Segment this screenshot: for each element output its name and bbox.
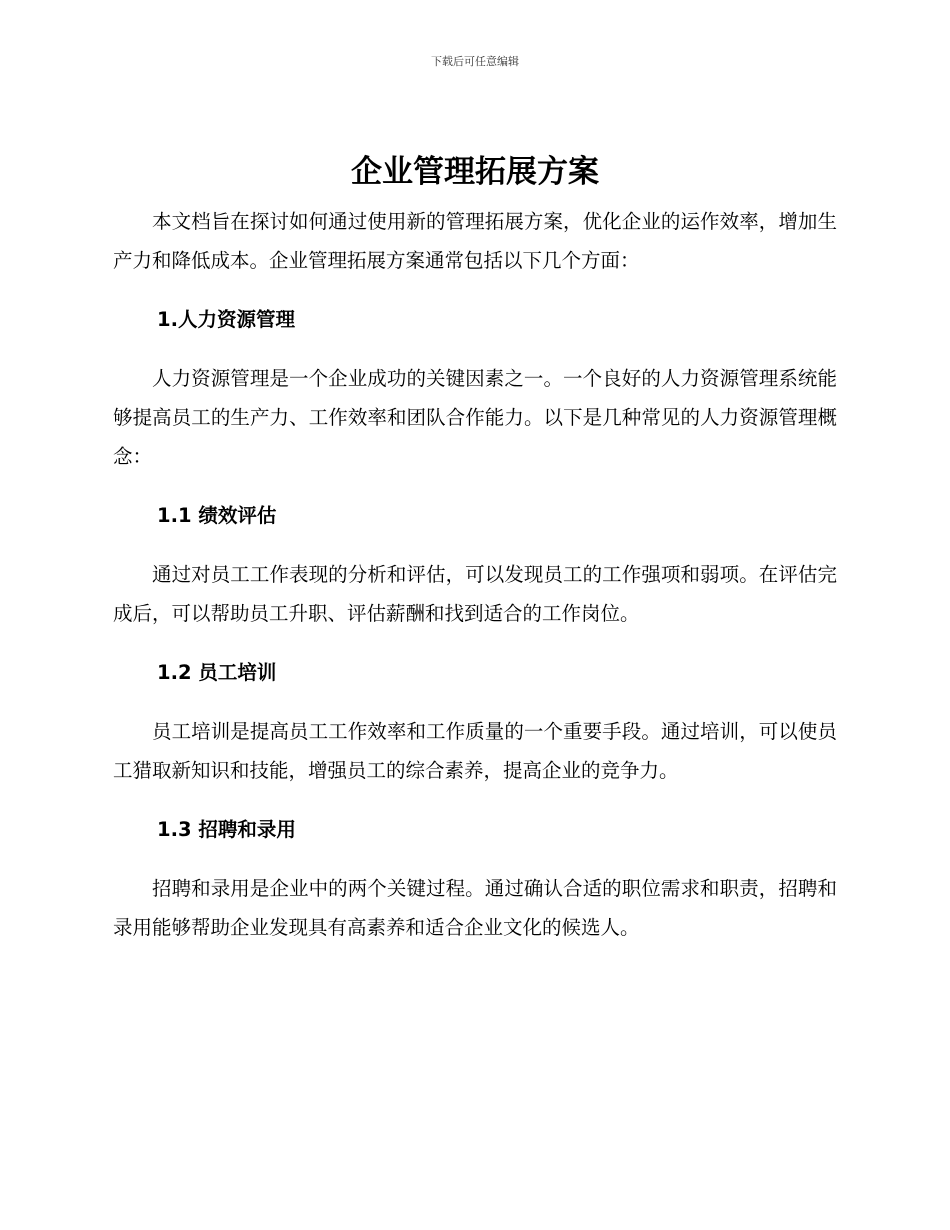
intro-paragraph: 本文档旨在探讨如何通过使用新的管理拓展方案，优化企业的运作效率，增加生产力和降低成本。企业管理拓展方案通常包括以下几个方面： [113, 210, 837, 272]
section-body-training: 员工培训是提高员工工作效率和工作质量的一个重要手段。通过培训，可以使员工猎取新知识和技能，增强员工的综合素养，提高企业的竞争力。 [113, 720, 837, 782]
section-heading-performance: 1.1 绩效评估 [157, 504, 277, 527]
page-header-note: 下载后可任意编辑 [431, 55, 519, 68]
section-heading-hr: 1.人力资源管理 [157, 308, 295, 331]
section-heading-training: 1.2 员工培训 [157, 661, 277, 684]
document-body [113, 202, 837, 947]
section-body-performance: 通过对员工工作表现的分析和评估，可以发现员工的工作强项和弱项。在评估完成后，可以帮助员工升职、评估薪酬和找到适合的工作岗位。 [113, 563, 837, 625]
section-body-hr: 人力资源管理是一个企业成功的关键因素之一。一个良好的人力资源管理系统能够提高员工的生产力、工作效率和团队合作能力。以下是几种常见的人力资源管理概念： [113, 367, 837, 468]
section-heading-recruiting: 1.3 招聘和录用 [157, 818, 296, 841]
document-title: 企业管理拓展方案 [351, 154, 599, 190]
section-body-recruiting: 招聘和录用是企业中的两个关键过程。通过确认合适的职位需求和职责，招聘和录用能够帮助企业发现具有高素养和适合企业文化的候选人。 [113, 877, 837, 939]
